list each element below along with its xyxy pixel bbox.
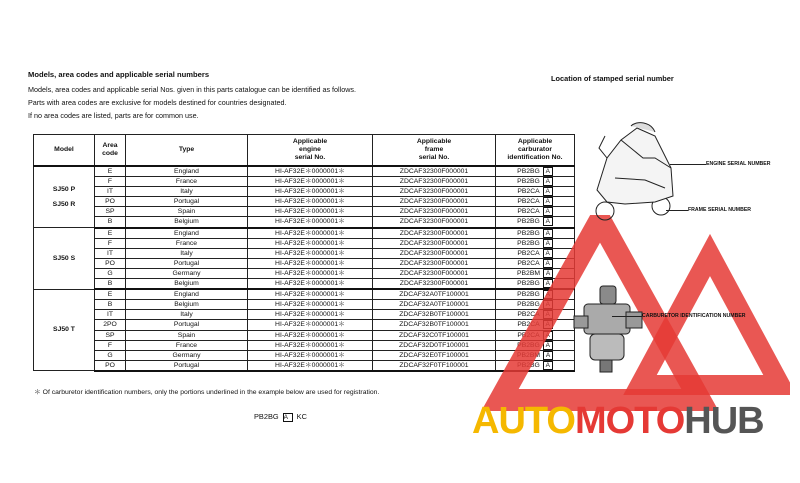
area-code-cell: F bbox=[95, 340, 126, 350]
area-code-cell: B bbox=[95, 217, 126, 228]
frame-serial-cell: ZDCAF32B0TF100001 bbox=[373, 310, 496, 320]
area-code-cell: IT bbox=[95, 187, 126, 197]
type-cell: Portugal bbox=[126, 197, 248, 207]
carb-code: PB2BG bbox=[517, 361, 540, 369]
frame-serial-cell: ZDCAF32300F000001 bbox=[373, 197, 496, 207]
type-cell: England bbox=[126, 289, 248, 300]
example-code: PB2BG bbox=[254, 412, 279, 421]
type-cell: Portugal bbox=[126, 320, 248, 330]
type-cell: Belgium bbox=[126, 217, 248, 228]
engine-serial-cell: HI-AF32E＊0000001＊ bbox=[248, 187, 373, 197]
engine-serial-cell: HI-AF32E＊0000001＊ bbox=[248, 207, 373, 217]
engine-serial-cell: HI-AF32E＊0000001＊ bbox=[248, 217, 373, 228]
type-cell: England bbox=[126, 228, 248, 239]
engine-serial-cell: HI-AF32E＊0000001＊ bbox=[248, 166, 373, 177]
engine-serial-cell: HI-AF32E＊0000001＊ bbox=[248, 330, 373, 340]
carb-box: A bbox=[543, 177, 553, 186]
engine-serial-cell: HI-AF32E＊0000001＊ bbox=[248, 177, 373, 187]
carb-code: PB2CA bbox=[517, 331, 540, 339]
example-suffix: KC bbox=[296, 412, 307, 421]
carb-box: A bbox=[543, 310, 553, 319]
type-cell: France bbox=[126, 340, 248, 350]
location-title: Location of stamped serial number bbox=[551, 74, 674, 83]
carb-box: A bbox=[543, 259, 553, 268]
carb-code: PB2BG bbox=[517, 218, 540, 226]
frame-serial-cell: ZDCAF32300F000001 bbox=[373, 166, 496, 177]
frame-serial-cell: ZDCAF32B0TF100001 bbox=[373, 320, 496, 330]
area-code-cell: E bbox=[95, 166, 126, 177]
area-code-cell: B bbox=[95, 279, 126, 290]
frame-serial-cell: ZDCAF32300F000001 bbox=[373, 238, 496, 248]
engine-serial-cell: HI-AF32E＊0000001＊ bbox=[248, 340, 373, 350]
carb-box: A bbox=[543, 229, 553, 238]
engine-serial-cell: HI-AF32E＊0000001＊ bbox=[248, 279, 373, 290]
carb-code: PB2BG bbox=[517, 280, 540, 288]
carb-code: PB2BM bbox=[516, 269, 541, 277]
frame-serial-cell: ZDCAF32300F000001 bbox=[373, 207, 496, 217]
engine-serial-cell: HI-AF32E＊0000001＊ bbox=[248, 320, 373, 330]
area-code-cell: SP bbox=[95, 330, 126, 340]
type-cell: Spain bbox=[126, 330, 248, 340]
area-code-cell: 2PO bbox=[95, 320, 126, 330]
section-title: Models, area codes and applicable serial numbers bbox=[28, 70, 210, 79]
intro-line-2: Parts with area codes are exclusive for models destined for countries designated. bbox=[28, 98, 287, 107]
scooter-illustration bbox=[585, 118, 680, 228]
frame-serial-cell: ZDCAF32A0TF100001 bbox=[373, 300, 496, 310]
carb-box: A bbox=[543, 341, 553, 350]
carb-box: A bbox=[543, 290, 553, 299]
frame-serial-cell: ZDCAF32300F000001 bbox=[373, 177, 496, 187]
carb-id-label: CARBURETOR IDENTIFICATION NUMBER bbox=[642, 313, 746, 319]
carb-box: A bbox=[543, 351, 553, 360]
engine-serial-label: ENGINE SERIAL NUMBER bbox=[706, 161, 771, 167]
frame-serial-cell: ZDCAF32F0TF100001 bbox=[373, 360, 496, 371]
carb-box: A bbox=[543, 300, 553, 309]
carb-id-example bbox=[254, 412, 307, 422]
type-cell: Italy bbox=[126, 310, 248, 320]
type-cell: France bbox=[126, 177, 248, 187]
model-cell bbox=[34, 289, 95, 371]
intro-line-1: Models, area codes and applicable serial Nos. given in this parts catalogue can be identified as follows. bbox=[28, 85, 357, 94]
type-cell: Italy bbox=[126, 187, 248, 197]
type-cell: Portugal bbox=[126, 258, 248, 268]
carb-code: PB2BM bbox=[516, 351, 541, 359]
carb-box: A bbox=[543, 217, 553, 226]
area-code-cell: IT bbox=[95, 310, 126, 320]
model-name: SJ50 S bbox=[52, 254, 76, 262]
engine-serial-cell: HI-AF32E＊0000001＊ bbox=[248, 258, 373, 268]
header-area-code: Area code bbox=[95, 135, 126, 167]
area-code-cell: IT bbox=[95, 248, 126, 258]
header-frame-serial: Applicable frame serial No. bbox=[373, 135, 496, 167]
carb-code: PB2BG bbox=[517, 178, 540, 186]
carb-box: A bbox=[543, 320, 553, 329]
carb-code: PB2CA bbox=[517, 311, 540, 319]
carb-box: A bbox=[543, 239, 553, 248]
carb-code: PB2CA bbox=[517, 198, 540, 206]
engine-serial-cell: HI-AF32E＊0000001＊ bbox=[248, 300, 373, 310]
type-cell: Germany bbox=[126, 268, 248, 278]
watermark-part-hub: HUB bbox=[684, 400, 764, 442]
engine-serial-cell: HI-AF32E＊0000001＊ bbox=[248, 248, 373, 258]
engine-serial-cell: HI-AF32E＊0000001＊ bbox=[248, 238, 373, 248]
model-name: SJ50 P bbox=[52, 185, 76, 193]
engine-serial-cell: HI-AF32E＊0000001＊ bbox=[248, 289, 373, 300]
header-carburator-id: Applicable carburator identification No. bbox=[496, 135, 575, 167]
area-code-cell: B bbox=[95, 300, 126, 310]
carb-code: PB2BG bbox=[517, 229, 540, 237]
table-row bbox=[34, 166, 575, 177]
area-code-cell: F bbox=[95, 238, 126, 248]
carb-code: PB2CA bbox=[517, 321, 540, 329]
model-name: SJ50 T bbox=[53, 326, 75, 334]
model-cell bbox=[34, 166, 95, 228]
engine-serial-cell: HI-AF32E＊0000001＊ bbox=[248, 228, 373, 239]
watermark-part-moto: MOTO bbox=[574, 400, 685, 442]
header-model: Model bbox=[34, 135, 95, 167]
carb-box: A bbox=[543, 187, 553, 196]
table-row bbox=[34, 187, 575, 197]
carburator-id-cell bbox=[496, 187, 575, 197]
area-code-cell: PO bbox=[95, 360, 126, 371]
frame-serial-cell: ZDCAF32A0TF100001 bbox=[373, 289, 496, 300]
carb-box: A bbox=[543, 361, 553, 370]
engine-serial-cell: HI-AF32E＊0000001＊ bbox=[248, 197, 373, 207]
type-cell: Germany bbox=[126, 350, 248, 360]
area-code-cell: G bbox=[95, 350, 126, 360]
carburator-id-cell bbox=[496, 166, 575, 177]
type-cell: England bbox=[126, 166, 248, 177]
watermark-wordmark bbox=[472, 400, 764, 443]
area-code-cell: E bbox=[95, 228, 126, 239]
area-code-cell: PO bbox=[95, 258, 126, 268]
carb-box: A bbox=[543, 207, 553, 216]
carb-code: PB2BG bbox=[517, 301, 540, 309]
header-type: Type bbox=[126, 135, 248, 167]
carb-box: A bbox=[543, 331, 553, 340]
engine-leader-line bbox=[670, 164, 706, 165]
frame-serial-cell: ZDCAF32300F000001 bbox=[373, 248, 496, 258]
carb-code: PB2BG bbox=[517, 168, 540, 175]
type-cell: Belgium bbox=[126, 300, 248, 310]
area-code-cell: SP bbox=[95, 207, 126, 217]
example-box: A bbox=[283, 413, 293, 422]
area-code-cell: F bbox=[95, 177, 126, 187]
frame-serial-cell: ZDCAF32300F000001 bbox=[373, 187, 496, 197]
area-code-cell: E bbox=[95, 289, 126, 300]
frame-serial-label: FRAME SERIAL NUMBER bbox=[688, 207, 752, 213]
header-engine-serial: Applicable engine serial No. bbox=[248, 135, 373, 167]
type-cell: France bbox=[126, 238, 248, 248]
carb-box: A bbox=[543, 269, 553, 278]
carburetor-illustration bbox=[570, 282, 650, 377]
engine-serial-cell: HI-AF32E＊0000001＊ bbox=[248, 350, 373, 360]
carb-code: PB2BG bbox=[517, 291, 540, 299]
carb-box: A bbox=[543, 197, 553, 206]
carb-code: PB2CA bbox=[517, 188, 540, 196]
type-cell: Belgium bbox=[126, 279, 248, 290]
table-header-row bbox=[34, 135, 575, 167]
frame-serial-cell: ZDCAF32300F000001 bbox=[373, 228, 496, 239]
frame-serial-cell: ZDCAF32C0TF100001 bbox=[373, 330, 496, 340]
type-cell: Spain bbox=[126, 207, 248, 217]
carb-box: A bbox=[543, 249, 553, 258]
carb-code: PB2BG bbox=[517, 341, 540, 349]
frame-serial-cell: ZDCAF32E0TF100001 bbox=[373, 350, 496, 360]
carb-code: PB2CA bbox=[517, 259, 540, 267]
engine-serial-cell: HI-AF32E＊0000001＊ bbox=[248, 310, 373, 320]
carburator-id-cell bbox=[496, 197, 575, 207]
area-code-cell: G bbox=[95, 268, 126, 278]
frame-leader-line bbox=[666, 210, 688, 211]
table-row bbox=[34, 197, 575, 207]
carb-code: PB2CA bbox=[517, 249, 540, 257]
carb-leader-line bbox=[612, 316, 642, 317]
area-code-cell: PO bbox=[95, 197, 126, 207]
frame-serial-cell: ZDCAF32300F000001 bbox=[373, 268, 496, 278]
watermark-part-auto: AUTO bbox=[472, 400, 575, 442]
type-cell: Italy bbox=[126, 248, 248, 258]
model-cell bbox=[34, 228, 95, 290]
frame-serial-cell: ZDCAF32D0TF100001 bbox=[373, 340, 496, 350]
carburator-id-cell bbox=[496, 177, 575, 187]
carb-code: PB2BG bbox=[517, 239, 540, 247]
carb-code: PB2CA bbox=[517, 208, 540, 216]
frame-serial-cell: ZDCAF32300F000001 bbox=[373, 217, 496, 228]
frame-serial-cell: ZDCAF32300F000001 bbox=[373, 258, 496, 268]
intro-line-3: If no area codes are listed, parts are for common use. bbox=[28, 111, 199, 120]
engine-serial-cell: HI-AF32E＊0000001＊ bbox=[248, 268, 373, 278]
type-cell: Portugal bbox=[126, 360, 248, 371]
carb-box: A bbox=[543, 279, 553, 288]
carb-box: A bbox=[543, 167, 553, 176]
engine-serial-cell: HI-AF32E＊0000001＊ bbox=[248, 360, 373, 371]
footnote: ＊ Of carburetor identification numbers, only the portions underlined in the example below are used for registration. bbox=[34, 389, 380, 396]
frame-serial-cell: ZDCAF32300F000001 bbox=[373, 279, 496, 290]
model-name: SJ50 R bbox=[52, 201, 76, 209]
table-row bbox=[34, 177, 575, 187]
